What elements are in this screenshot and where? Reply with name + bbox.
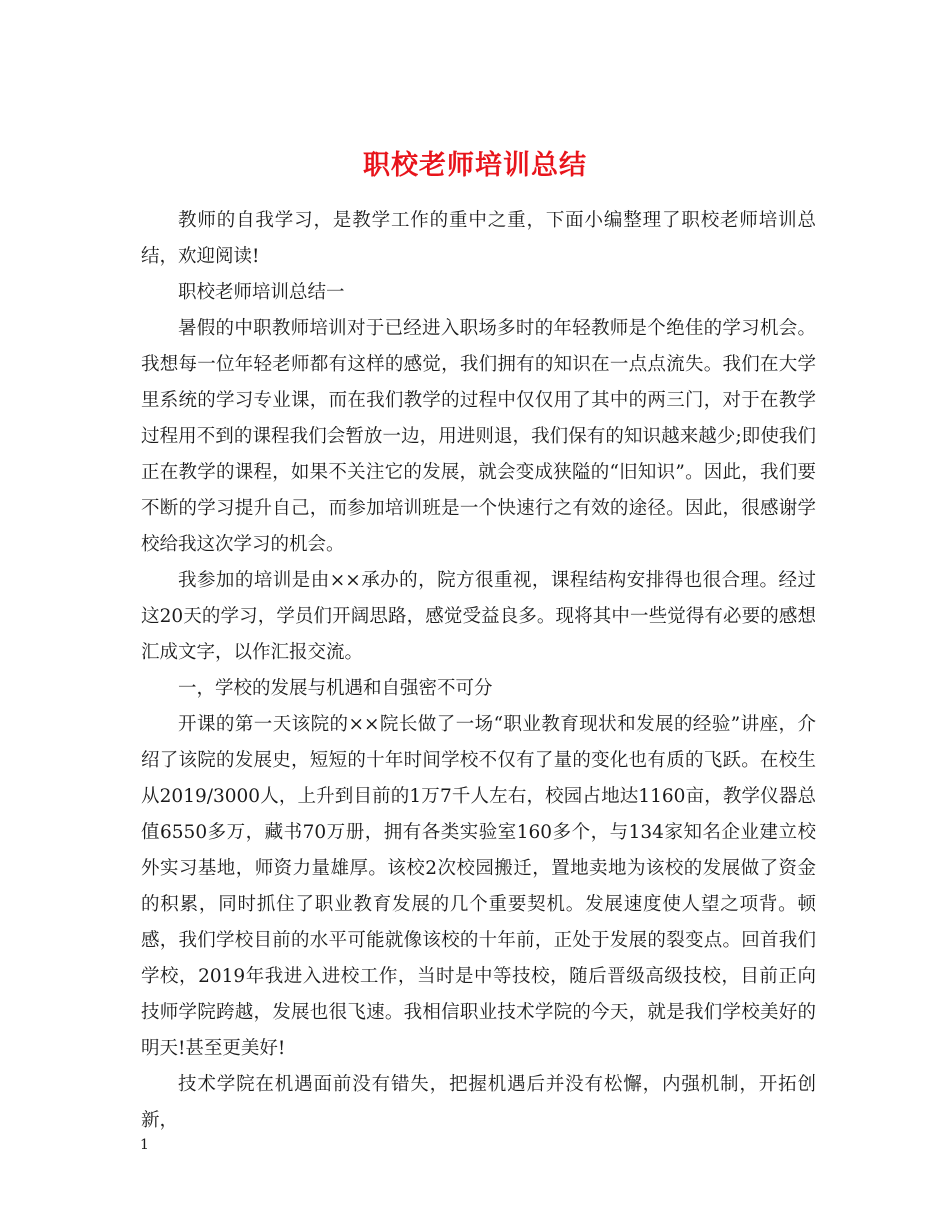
body-paragraph: 暑假的中职教师培训对于已经进入职场多时的年轻教师是个绝佳的学习机会。我想每一位年轻老师都有这样的感觉，我们拥有的知识在一点点流失。我们在大学里系统的学习专业课，而在我们教学的过程中仅仅用了其中的两三门，对于在教学过程用不到的课程我们会暂放一边，用进则退，我们保有的知识越来越少;即使我们正在教学的课程，如果不关注它的发展，就会变成狭隘的“旧知识”。因此，我们要不断的学习提升自己，而参加培训班是一个快速行之有效的途径。因此，很感谢学校给我这次学习的机会。 bbox=[141, 318, 816, 555]
document-body bbox=[141, 203, 816, 1139]
intro-paragraph: 教师的自我学习，是教学工作的重中之重，下面小编整理了职校老师培训总结，欢迎阅读! bbox=[141, 210, 816, 267]
subsection-heading: 一，学校的发展与机遇和自强密不可分 bbox=[178, 678, 493, 699]
document-title: 职校老师培训总结 bbox=[363, 150, 587, 182]
body-paragraph: 技术学院在机遇面前没有错失，把握机遇后并没有松懈，内强机制，开拓创新， bbox=[141, 1074, 816, 1131]
page-number: 1 bbox=[140, 1137, 149, 1153]
body-paragraph: 开课的第一天该院的××院长做了一场“职业教育现状和发展的经验”讲座，介绍了该院的发展史，短短的十年时间学校不仅有了量的变化也有质的飞跃。在校生从2019/3000人，上升到目前的1万7千人左右，校园占地达1160亩，教学仪器总值6550多万，藏书70万册，拥有各类实验室160多个，与134家知名企业建立校外实习基地，师资力量雄厚。该校2次校园搬迁，置地卖地为该校的发展做了资金的积累，同时抓住了职业教育发展的几个重要契机。发展速度使人望之项背。顿感，我们学校目前的水平可能就像该校的十年前，正处于发展的裂变点。回首我们学校，2019年我进入进校工作，当时是中等技校，随后晋级高级技校，目前正向技师学院跨越，发展也很飞速。我相信职业技术学院的今天，就是我们学校美好的明天!甚至更美好! bbox=[141, 714, 816, 1059]
section-heading: 职校老师培训总结一 bbox=[178, 282, 345, 303]
body-paragraph: 我参加的培训是由××承办的，院方很重视，课程结构安排得也很合理。经过这20天的学习，学员们开阔思路，感觉受益良多。现将其中一些觉得有必要的感想汇成文字，以作汇报交流。 bbox=[141, 570, 816, 663]
